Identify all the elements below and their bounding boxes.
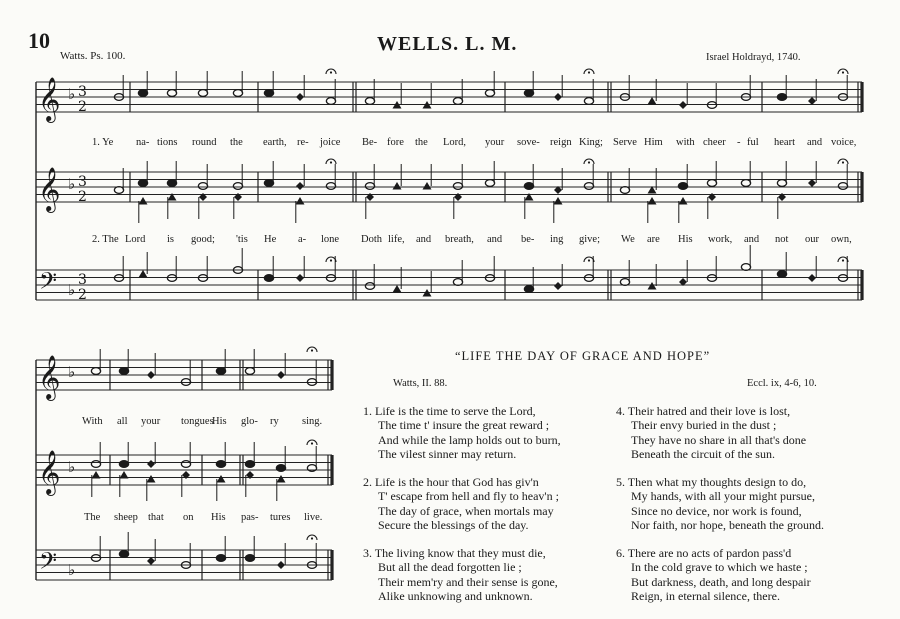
verse1-syllable: na- (136, 137, 150, 148)
flat-sign: ♭ (68, 363, 76, 381)
verse2-syllable: He (264, 234, 277, 245)
note-head (808, 97, 816, 105)
verse1-syllable: With (82, 416, 103, 427)
verse2-syllable: ing (550, 234, 564, 245)
verse1-syllable: sove- (517, 137, 540, 148)
note-head (91, 368, 100, 375)
note-head (167, 90, 176, 97)
note-head (777, 271, 786, 278)
note-head (119, 551, 128, 558)
stanza-line: Their mem'ry and their sense is gone, (378, 574, 558, 589)
note-head (554, 93, 562, 101)
verse2-syllable: and (416, 234, 432, 245)
stanza-4 (616, 404, 806, 462)
verse2-syllable: and (487, 234, 503, 245)
verse2-syllable: Lord (125, 234, 146, 245)
verse1-syllable: earth, (263, 137, 287, 148)
verse2-syllable: His (678, 234, 693, 245)
note-head (584, 98, 593, 105)
verse2-syllable: be- (521, 234, 535, 245)
flat-sign: ♭ (68, 458, 76, 476)
fermata-dot (330, 71, 332, 73)
note-head (276, 465, 285, 472)
fermata-dot (311, 442, 313, 444)
verse1-syllable: the (415, 137, 428, 148)
verse1-syllable: Lord, (443, 137, 467, 148)
verse1-syllable: all (117, 416, 128, 427)
verse1-syllable: reign (550, 137, 572, 148)
note-head (233, 183, 242, 190)
note-head (92, 471, 101, 479)
bass-clef: 𝄢 (39, 267, 58, 300)
fermata-dot (311, 537, 313, 539)
time-signature-top: 3 (78, 272, 87, 288)
note-head (777, 94, 786, 101)
verse2-syllable: good; (191, 234, 215, 245)
stanza-line: Their envy buried in the dust ; (631, 418, 777, 433)
stanza-1 (363, 404, 561, 462)
verse1-syllable: Serve (613, 137, 637, 148)
verse2-syllable: lone (321, 234, 340, 245)
note-head (485, 90, 494, 97)
treble-clef: 𝄞 (38, 450, 61, 494)
note-head (264, 90, 273, 97)
verse1-syllable: and (807, 137, 823, 148)
time-signature-bottom: 2 (78, 99, 87, 115)
note-head (138, 180, 147, 187)
note-head (365, 183, 374, 190)
verse1-syllable: 1. Ye (92, 137, 114, 148)
time-signature-bottom: 2 (78, 287, 87, 303)
note-head (296, 197, 305, 205)
note-head (296, 93, 304, 101)
stanza-line: And while the lamp holds out to burn, (378, 432, 561, 447)
note-head (648, 97, 657, 105)
stanza-line: Since no device, nor work is found, (631, 503, 802, 518)
note-head (245, 461, 254, 468)
note-head (524, 286, 533, 293)
note-head (554, 197, 563, 205)
note-head (245, 368, 254, 375)
flat-sign: ♭ (68, 281, 76, 299)
verse1-syllable: the (230, 137, 243, 148)
verse1-syllable: heart (774, 137, 795, 148)
note-head (393, 182, 402, 190)
note-head (198, 183, 207, 190)
note-head (296, 182, 304, 190)
verse2-syllable: sheep (114, 512, 138, 523)
verse2-syllable: are (647, 234, 660, 245)
text-scripture: Eccl. ix, 4-6, 10. (747, 378, 817, 389)
stanza-3 (363, 546, 558, 604)
note-head (838, 183, 847, 190)
verse1-syllable: King; (579, 137, 603, 148)
verse1-syllable: ful (747, 137, 759, 148)
note-head (147, 475, 156, 483)
hymn-title: WELLS. L. M. (377, 33, 518, 55)
stanza-line: They have no share in all that's done (631, 432, 807, 447)
note-head (648, 197, 657, 205)
verse2-syllable: is (167, 234, 175, 245)
note-head (277, 561, 285, 569)
fermata-dot (330, 161, 332, 163)
note-head (741, 264, 750, 271)
verse2-syllable: give; (579, 234, 600, 245)
note-head (264, 275, 273, 282)
verse2-syllable: that (148, 512, 164, 523)
verse1-syllable: joice (320, 137, 341, 148)
verse2-syllable: own, (831, 234, 852, 245)
stanza-line: My hands, with all your might pursue, (631, 489, 815, 504)
page-number: 10 (28, 28, 50, 53)
note-head (584, 183, 593, 190)
note-head (365, 283, 374, 290)
stanza-line: But all the dead forgotten lie ; (378, 560, 522, 575)
verse2-syllable: Doth (361, 234, 382, 245)
verse2-syllable: The (84, 512, 101, 523)
verse2-syllable: We (621, 234, 635, 245)
note-head (91, 461, 100, 468)
note-head (808, 179, 816, 187)
verse2-syllable: live. (304, 512, 323, 523)
verse2-syllable: on (183, 512, 194, 523)
time-signature-top: 3 (78, 174, 87, 190)
fermata-dot (842, 259, 844, 261)
note-head (147, 371, 155, 379)
music-credit: Israel Holdrayd, 1740. (706, 52, 801, 63)
bass-clef: 𝄢 (39, 547, 58, 580)
stanza-line: 6. There are no acts of pardon pass'd (616, 546, 792, 560)
stanza-line: The time t' insure the great reward ; (378, 418, 550, 433)
treble-clef: 𝄞 (38, 77, 61, 121)
note-head (423, 182, 432, 190)
flat-sign: ♭ (68, 175, 76, 193)
note-head (245, 555, 254, 562)
stanza-line: 1. Life is the time to serve the Lord, (363, 404, 536, 418)
flat-sign: ♭ (68, 561, 76, 579)
time-signature-top: 3 (78, 84, 87, 100)
note-head (620, 279, 629, 286)
fermata-dot (588, 71, 590, 73)
verse1-syllable: voice, (831, 137, 857, 148)
verse1-syllable: glo- (241, 416, 258, 427)
stanza-line: Alike unknowing and unknown. (378, 589, 533, 604)
note-head (326, 98, 335, 105)
verse1-syllable: round (192, 137, 217, 148)
note-head (453, 183, 462, 190)
note-head (678, 183, 687, 190)
verse1-syllable: tongues (181, 416, 214, 427)
note-head (485, 180, 494, 187)
verse2-syllable: breath, (445, 234, 474, 245)
note-head (139, 197, 148, 205)
note-head (365, 98, 374, 105)
note-head (216, 461, 225, 468)
note-head (648, 282, 657, 290)
verse2-syllable: tures (270, 512, 291, 523)
treble-clef: 𝄞 (38, 355, 61, 399)
verse2-syllable: work, (708, 234, 733, 245)
text-source: Watts, II. 88. (393, 378, 448, 389)
note-head (808, 274, 816, 282)
note-head (554, 282, 562, 290)
verse1-syllable: Be- (362, 137, 378, 148)
note-head (147, 460, 155, 468)
verse2-syllable: His (211, 512, 226, 523)
flat-sign: ♭ (68, 85, 76, 103)
note-head (326, 183, 335, 190)
stanza-line: The vilest sinner may return. (378, 447, 517, 462)
note-head (453, 279, 462, 286)
note-head (120, 471, 129, 479)
note-head (198, 90, 207, 97)
stanza-line: Beneath the circuit of the sun. (631, 447, 775, 462)
verse2-syllable: life, (388, 234, 405, 245)
note-head (138, 90, 147, 97)
note-head (277, 475, 286, 483)
verse1-syllable: your (485, 137, 505, 148)
verse2-syllable: 'tis (236, 234, 248, 245)
fermata-dot (311, 349, 313, 351)
verse2-syllable: pas- (241, 512, 259, 523)
note-head (453, 98, 462, 105)
treble-clef: 𝄞 (38, 167, 61, 211)
stanza-line: The day of grace, when mortals may (378, 503, 554, 518)
verse1-syllable: tions (157, 137, 178, 148)
fermata-dot (330, 259, 332, 261)
verse1-syllable: cheer (703, 137, 726, 148)
fermata-dot (842, 71, 844, 73)
verse1-syllable: sing. (302, 416, 323, 427)
stanza-line: Nor faith, nor hope, beneath the ground. (631, 518, 824, 533)
note-head (679, 101, 687, 109)
note-head (114, 187, 123, 194)
verse1-syllable: Him (644, 137, 663, 148)
verse2-syllable: not (775, 234, 789, 245)
fermata-dot (588, 161, 590, 163)
time-signature-bottom: 2 (78, 189, 87, 205)
note-head (524, 183, 533, 190)
stanza-line: Secure the blessings of the day. (378, 518, 529, 533)
verse1-syllable: His (212, 416, 227, 427)
stanza-5 (616, 475, 824, 533)
note-head (277, 371, 285, 379)
note-head (181, 461, 190, 468)
verse1-syllable: re- (297, 137, 309, 148)
stanza-line: T' escape from hell and fly to heav'n ; (378, 489, 559, 504)
verse2-syllable: and (744, 234, 760, 245)
stanza-line: 5. Then what my thoughts design to do, (616, 475, 807, 489)
verse1-syllable: ry (270, 416, 279, 427)
text-hymn-title: “LIFE THE DAY OF GRACE AND HOPE” (455, 349, 711, 363)
stanza-line: 4. Their hatred and their love is lost, (616, 404, 791, 418)
verse1-syllable: - (737, 137, 741, 148)
note-head (741, 180, 750, 187)
note-head (264, 180, 273, 187)
verse2-syllable: a- (298, 234, 307, 245)
fermata-dot (588, 259, 590, 261)
stanza-line: 2. Life is the hour that God has giv'n (363, 475, 539, 489)
note-head (216, 555, 225, 562)
note-head (139, 270, 148, 278)
note-head (119, 461, 128, 468)
stanza-line: In the cold grave to which we haste ; (631, 560, 808, 575)
note-head (216, 368, 225, 375)
stanza-2 (363, 475, 559, 533)
verse2-syllable: our (805, 234, 819, 245)
verse1-syllable: fore (387, 137, 404, 148)
note-head (707, 180, 716, 187)
note-head (296, 274, 304, 282)
verse2-syllable: 2. The (92, 234, 119, 245)
note-head (524, 90, 533, 97)
note-head (217, 475, 226, 483)
note-head (393, 285, 402, 293)
note-head (679, 197, 688, 205)
fermata-dot (842, 161, 844, 163)
note-head (233, 90, 242, 97)
note-head (777, 180, 786, 187)
stanza-line: Reign, in eternal silence, there. (631, 589, 780, 604)
note-head (167, 180, 176, 187)
note-head (147, 557, 155, 565)
note-head (620, 187, 629, 194)
verse1-syllable: with (676, 137, 695, 148)
stanza-line: 3. The living know that they must die, (363, 546, 546, 560)
stanza-6 (616, 546, 811, 604)
verse1-syllable: your (141, 416, 161, 427)
words-credit: Watts. Ps. 100. (60, 50, 126, 62)
note-head (119, 368, 128, 375)
stanza-line: But darkness, death, and long despair (631, 574, 811, 589)
